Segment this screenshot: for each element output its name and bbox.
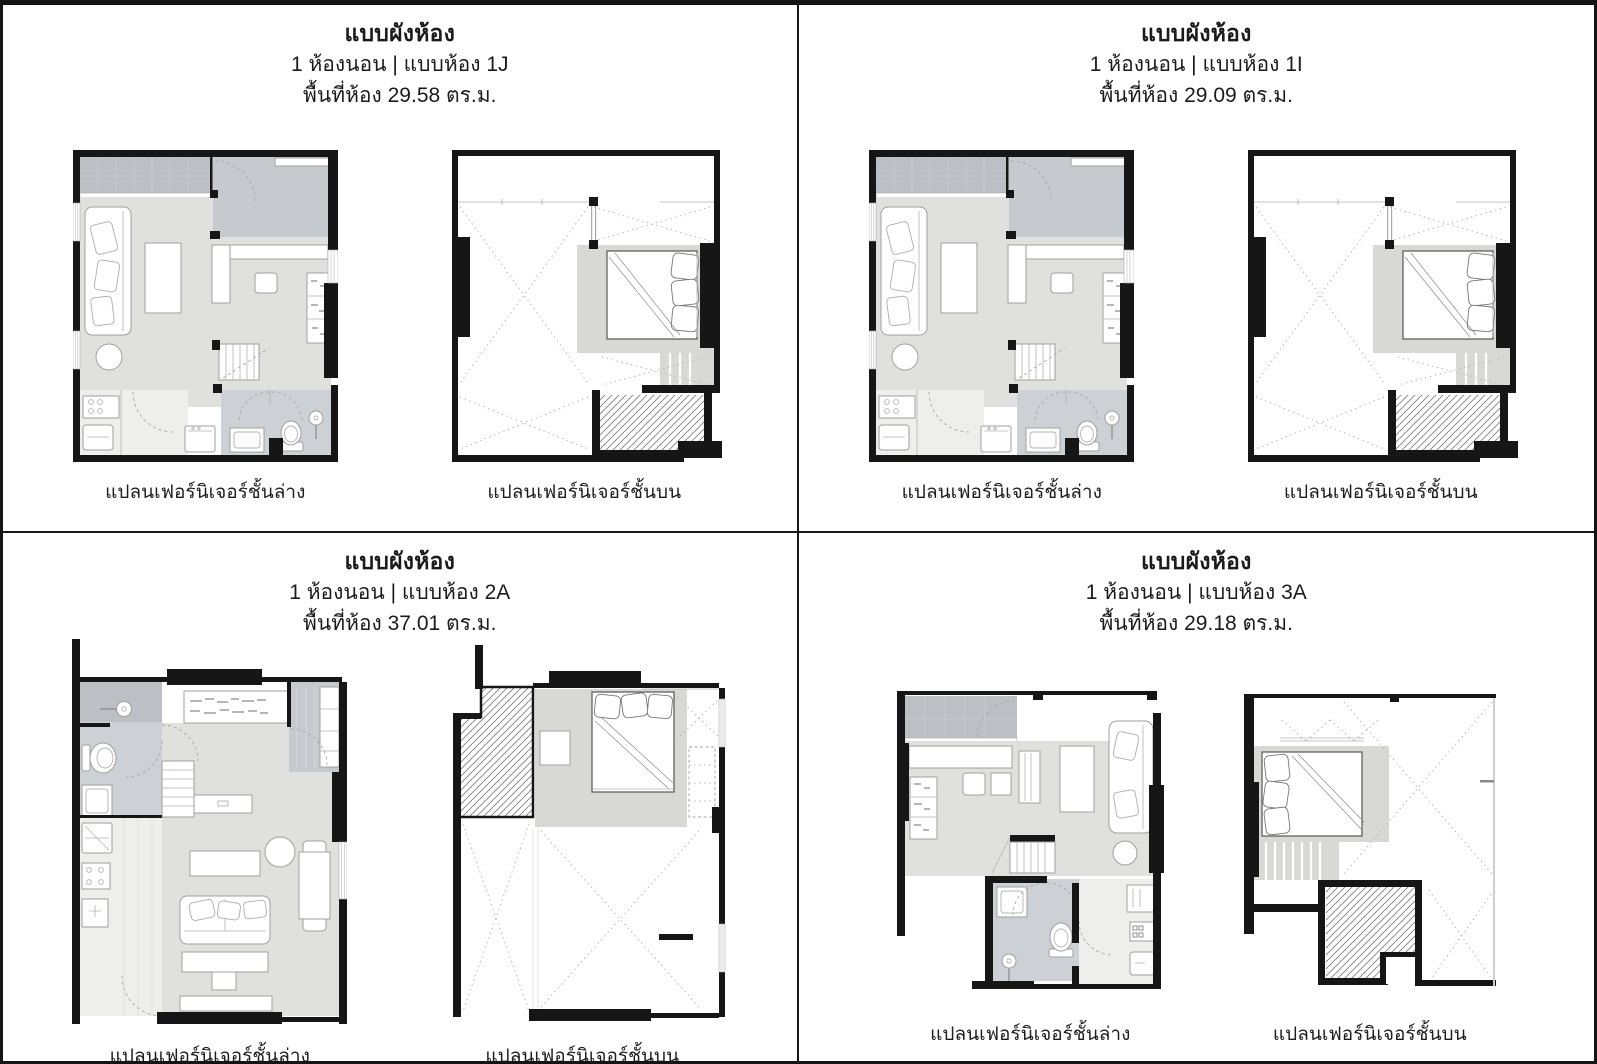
floor-plan-1j-lower (73, 145, 338, 462)
floor-plan-1j-upper (442, 145, 727, 462)
plan-figure-lower (72, 639, 347, 1061)
plan-figure-lower (73, 145, 338, 507)
panel-title: แบบผังห้อง (344, 548, 456, 574)
plan-caption-upper: แปลนเฟอร์นิเจอร์ชั้นบน (1272, 1024, 1467, 1045)
panel-title: แบบผังห้อง (344, 20, 456, 46)
plan-figure-upper (442, 145, 727, 507)
plan-caption-upper: แปลนเฟอร์นิเจอร์ชั้นบน (487, 482, 682, 503)
plan-caption-lower: แปลนเฟอร์นิเจอร์ชั้นล่าง (105, 482, 306, 503)
plan-caption-lower: แปลนเฟอร์นิเจอร์ชั้นล่าง (930, 1024, 1131, 1045)
unit-area-line: พื้นที่ห้อง 29.09 ตร.ม. (1099, 84, 1293, 107)
floor-plan-3a-lower (897, 691, 1164, 989)
floor-plan-2a-lower (72, 639, 347, 1024)
unit-type-line: 1 ห้องนอน | แบบห้อง 1J (290, 53, 509, 76)
unit-type-line: 1 ห้องนอน | แบบห้อง 1I (1089, 53, 1303, 76)
unit-panel-2a (3, 533, 799, 1061)
panel-title: แบบผังห้อง (1140, 20, 1252, 46)
unit-area-line: พื้นที่ห้อง 29.18 ตร.ม. (1099, 612, 1293, 635)
plans-row (3, 639, 797, 1061)
plans-row (3, 111, 797, 531)
plan-caption-upper: แปลนเฟอร์นิเจอร์ชั้นบน (485, 1046, 680, 1061)
plans-row (799, 639, 1595, 1061)
unit-panel-1j (3, 5, 799, 533)
unit-header-3a (799, 533, 1595, 639)
plan-caption-lower: แปลนเฟอร์นิเจอร์ชั้นล่าง (901, 482, 1102, 503)
plans-row (799, 111, 1595, 531)
plan-figure-lower (897, 691, 1164, 1049)
floor-plan-2a-upper (437, 639, 727, 1024)
unit-area-line: พื้นที่ห้อง 29.58 ตร.ม. (303, 84, 497, 107)
unit-type-line: 1 ห้องนอน | แบบห้อง 3A (1085, 581, 1307, 604)
plan-figure-lower (869, 145, 1134, 507)
plan-caption-lower: แปลนเฟอร์นิเจอร์ชั้นล่าง (109, 1046, 310, 1061)
panel-title: แบบผังห้อง (1140, 548, 1252, 574)
unit-panel-1i (799, 5, 1595, 533)
unit-header-1i (799, 5, 1595, 111)
unit-panel-3a (799, 533, 1595, 1061)
floor-plan-3a-upper (1244, 694, 1496, 989)
plan-figure-upper (437, 639, 727, 1061)
plan-figure-upper (1244, 694, 1496, 1049)
floor-plan-1i-upper (1238, 145, 1523, 462)
unit-area-line: พื้นที่ห้อง 37.01 ตร.ม. (303, 612, 497, 635)
floor-plan-1i-lower (869, 145, 1134, 462)
plan-figure-upper (1238, 145, 1523, 507)
unit-header-1j (3, 5, 797, 111)
unit-header-2a (3, 533, 797, 639)
plan-caption-upper: แปลนเฟอร์นิเจอร์ชั้นบน (1283, 482, 1478, 503)
unit-type-line: 1 ห้องนอน | แบบห้อง 2A (289, 581, 511, 604)
